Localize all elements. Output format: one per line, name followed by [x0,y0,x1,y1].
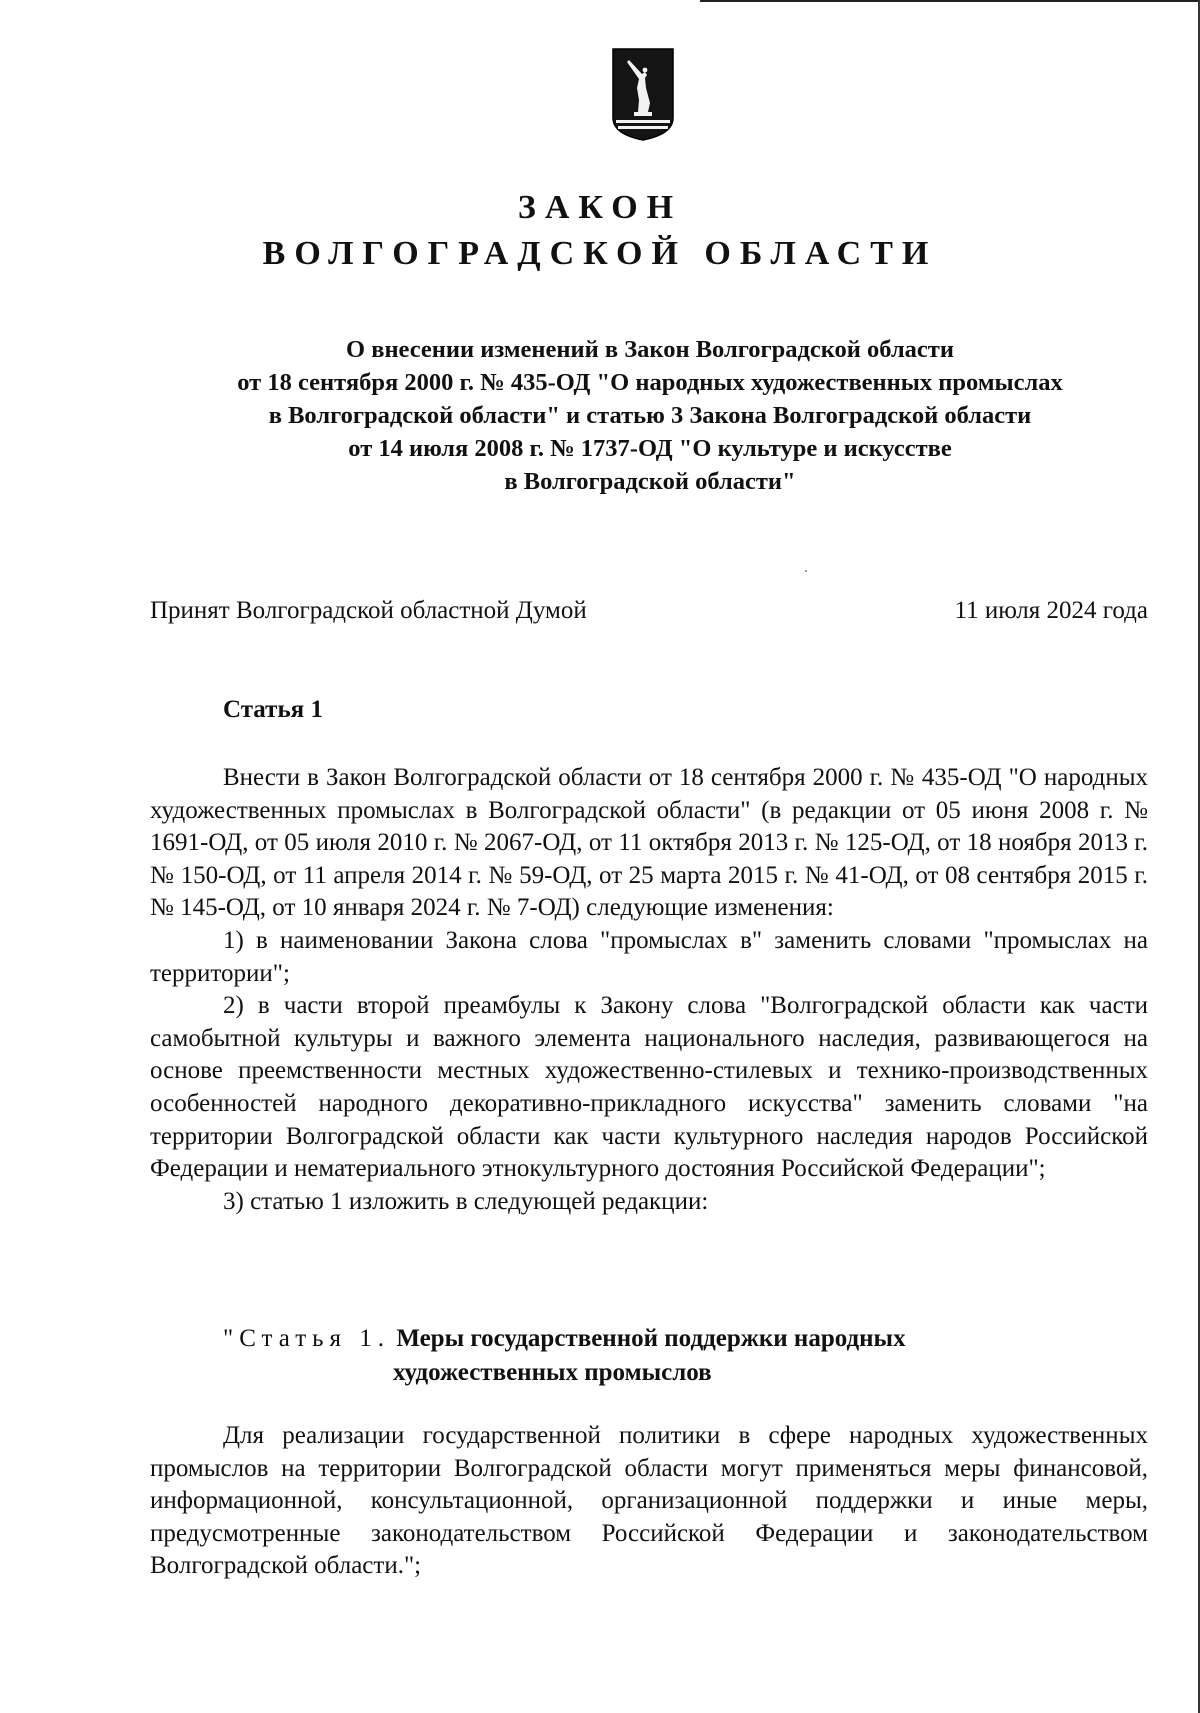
subject-line: от 18 сентября 2000 г. № 435-ОД "О народных художественных промыслах [237,369,1063,396]
paragraph: Для реализации государственной политики в сфере народных художественных промыслов на территории Волгоградской области могут применяться меры финансовой, информационной, консультационной, организационной поддержки и иные меры, предусмотренные законодательством Российской Федерации и законодательством Волгоградской области."; [150,1422,1148,1580]
quoted-article-title: Меры государственной поддержки народных [396,1325,906,1352]
coat-of-arms-icon [612,48,674,142]
law-subject-heading [150,333,1150,498]
subject-line: в Волгоградской области" и статью 3 Закона Волгоградской области [268,402,1032,429]
adopted-date: 11 июля 2024 года [954,597,1148,624]
subject-line: О внесении изменений в Закон Волгоградской области [346,336,954,363]
paragraph: Внести в Закон Волгоградской области от 18 сентября 2000 г. № 435-ОД "О народных художественных промыслах в Волгоградской области" (в редакции от 05 июня 2008 г. № 1691-ОД, от 05 июля 2010 г. № 2067-ОД, от 11 октября 2013 г. № 125-ОД, от 18 ноября 2013 г. № 150-ОД, от 11 апреля 2014 г. № 59-ОД, от 25 марта 2015 г. № 41-ОД, от 08 сентября 2015 г. № 145-ОД, от 10 января 2024 г. № 7-ОД) следующие изменения: [150,764,1148,922]
scan-edge-top [700,0,1200,2]
adopted-by: Принят Волгоградской областной Думой [150,597,587,624]
paragraph: 2) в части второй преамбулы к Закону слова "Волгоградской области как части самобытной культуры и важного элемента национального наследия, развивающегося на основе преемственности местных художественно-стилевых и технико-производственных особенностей народного декоративно-прикладного искусства" заменить словами "на территории Волгоградской области как части культурного наследия народов Российской Федерации и нематериального этнокультурного достояния Российской Федерации"; [150,992,1148,1183]
paragraph: 1) в наименовании Закона слова "промыслах в" заменить словами "промыслах на территории"; [150,926,1148,987]
paragraph: 3) статью 1 изложить в следующей редакции: [223,1187,709,1215]
quoted-article-body [150,1420,1148,1583]
subject-line: в Волгоградской области" [504,468,796,495]
law-title: ЗАКОН [517,189,683,226]
law-region-title: ВОЛГОГРАДСКОЙ ОБЛАСТИ [262,235,938,272]
article-heading: Статья 1 [223,696,323,723]
article-body [150,762,1148,1218]
quoted-article-heading [223,1322,906,1356]
scan-dust-mark [805,570,807,572]
quoted-article-prefix: "Статья 1. [223,1325,391,1352]
subject-line: от 14 июля 2008 г. № 1737-ОД "О культуре и искусстве [348,435,952,462]
quoted-article-title-continued: художественных промыслов [393,1359,712,1386]
